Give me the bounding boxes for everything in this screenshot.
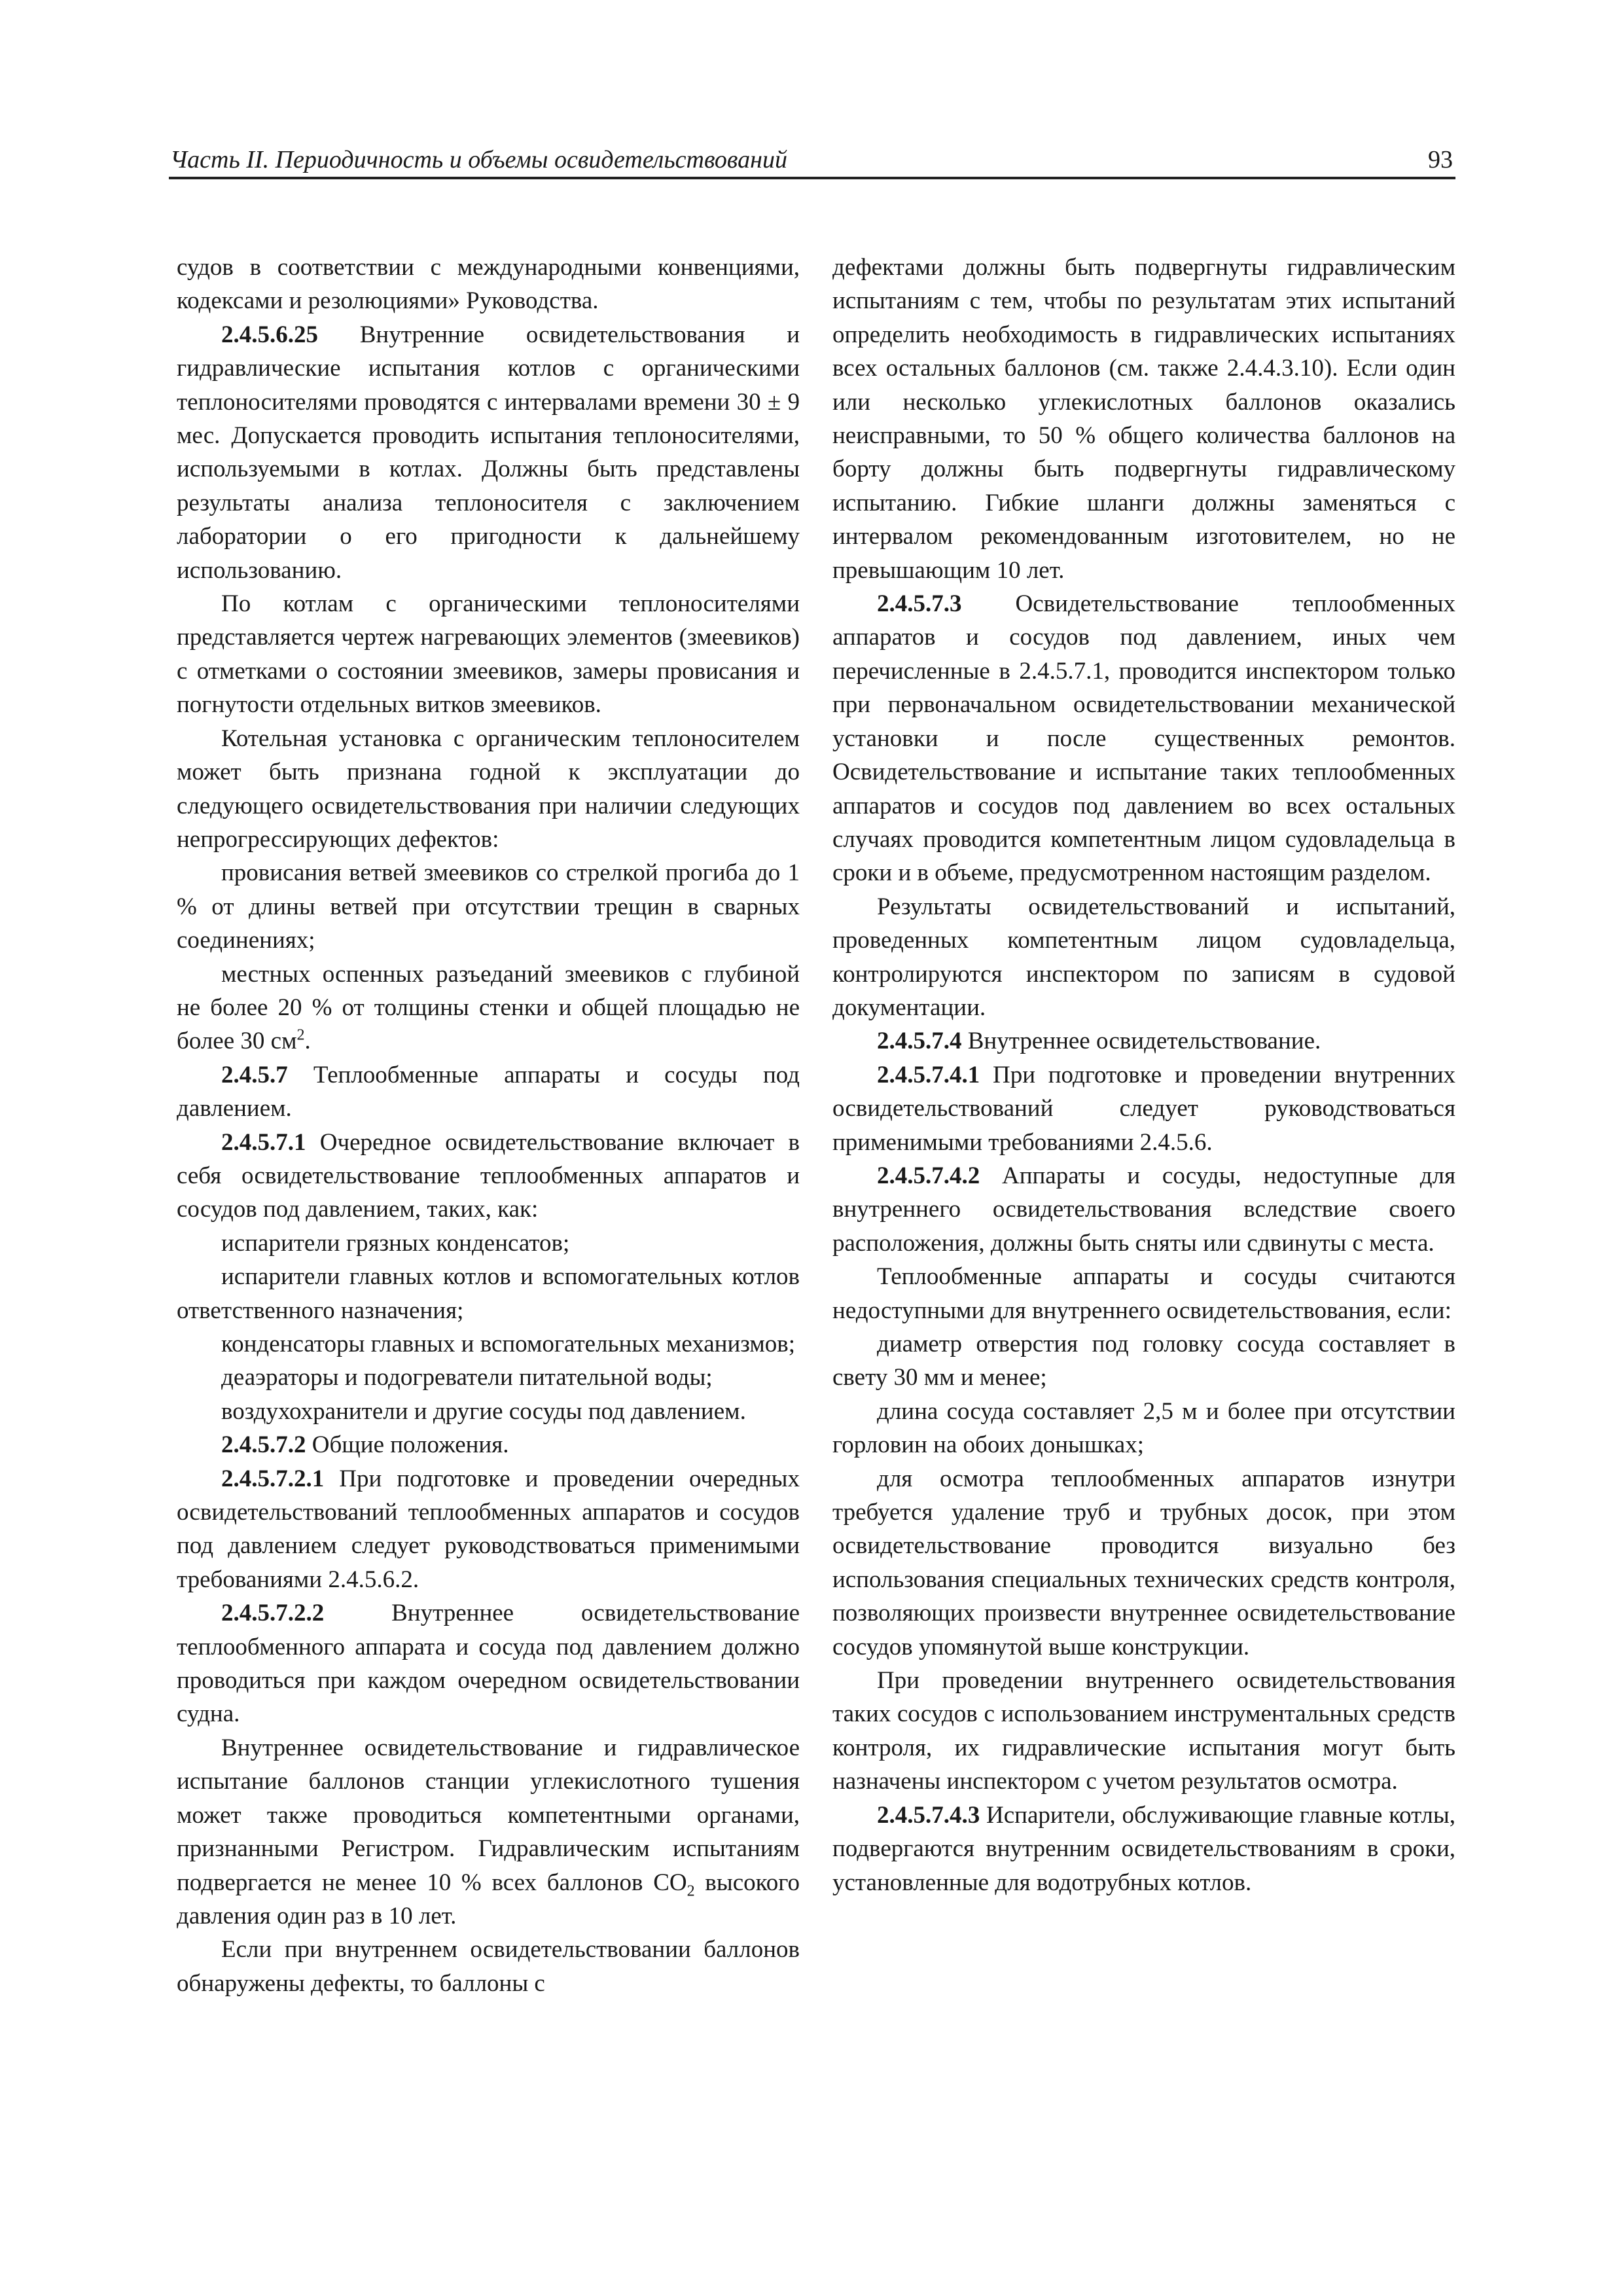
paragraph [177,1428,800,1462]
paragraph [177,1058,800,1126]
section-number: 2.4.5.7.1 [221,1128,306,1156]
paragraph [177,251,800,318]
paragraph-text: Освидетельствование теплообменных аппаратов и сосудов под давлением, иных чем перечисленные в 2.4.5.7.1, проводится инспектором только при первоначальном освидетельствовании механической установки и после существенных ремонтов. Освидетельствование и испытание таких теплообменных аппаратов и сосудов под давлением во всех остальных случаях проводится компетентным лицом судовладельца в сроки и в объеме, предусмотренном настоящим разделом. [832,590,1456,887]
paragraph-text: Внутреннее освидетельствование теплообменного аппарата и сосуда под давлением должно проводиться при каждом очередном освидетельствовании судна. [177,1600,800,1728]
paragraph-text: Внутреннее освидетельствование. [967,1028,1321,1055]
paragraph [177,1395,800,1428]
paragraph [832,1058,1455,1159]
paragraph-text: Внутренние освидетельствования и гидравлические испытания котлов с органическими теплоносителями проводятся с интервалами времени 30 ± 9 мес. Допускается проводить испытания теплоносителями, используемыми в котлах. Должны быть представлены результаты анализа теплоносителя с заключением лаборатории о его пригодности к дальнейшему использованию. [177,321,800,584]
paragraph-text: длина сосуда составляет 2,5 м и более при отсутствии горловин на обоих донышках; [832,1397,1455,1459]
paragraph [177,587,800,722]
paragraph-text: Результаты освидетельствований и испытаний, проведенных компетентным лицом судовладельца, контролируются инспектором по записям в судовой документации. [832,893,1455,1021]
paragraph-text: испарители грязных конденсатов; [221,1229,570,1257]
paragraph-text: Если при внутреннем освидетельствовании баллонов обнаружены дефекты, то баллоны с [177,1936,800,1997]
section-number: 2.4.5.7.2 [221,1431,306,1459]
paragraph [832,1462,1455,1664]
paragraph [177,958,800,1058]
paragraph-text: испарители главных котлов и вспомогательных котлов ответственного назначения; [177,1263,800,1324]
paragraph [177,856,800,957]
page-header [169,145,1455,179]
paragraph-text: местных оспенных разъеданий змеевиков с глубиной не более 20 % от толщины стенки и общей площадью не более 30 см [177,960,800,1055]
running-title: Часть II. Периодичность и объемы освидетельствований [170,146,788,173]
paragraph [832,1159,1455,1260]
paragraph-text-tail: . [304,1028,311,1055]
page-number: 93 [1428,146,1453,173]
paragraph-text: Очередное освидетельствование включает в себя освидетельствование теплообменных аппаратов и сосудов под давлением, таких, как: [177,1128,800,1223]
paragraph-text: провисания ветвей змеевиков со стрелкой прогиба до 1 % от длины ветвей при отсутствии трещин в сварных соединениях; [177,859,800,954]
paragraph-text: диаметр отверстия под головку сосуда составляет в свету 30 мм и менее; [832,1331,1455,1391]
paragraph [177,1361,800,1394]
paragraph-text: Теплообменные аппараты и сосуды считаются недоступными для внутреннего освидетельствования, если: [832,1263,1455,1324]
paragraph [177,318,800,587]
paragraph [177,1731,800,1933]
paragraph [832,1664,1455,1799]
section-number: 2.4.5.6.25 [221,321,318,348]
section-number: 2.4.5.7.2.2 [221,1600,325,1627]
paragraph [177,1227,800,1260]
paragraph-text: деаэраторы и подогреватели питательной воды; [221,1364,713,1391]
section-number: 2.4.5.7.2.1 [221,1465,325,1492]
paragraph-text: Общие положения. [312,1431,509,1459]
paragraph-text-tail: высокого давления один раз в 10 лет. [177,1869,800,1929]
paragraph-text: Котельная установка с органическим теплоносителем может быть признана годной к эксплуатации до следующего освидетельствования при наличии следующих непрогрессирующих дефектов: [177,725,800,853]
section-number: 2.4.5.7.4.1 [877,1061,980,1088]
paragraph [177,1327,800,1361]
paragraph [832,1260,1455,1327]
paragraph [177,1462,800,1597]
paragraph-text: для осмотра теплообменных аппаратов изнутри требуется удаление труб и трубных досок, при этом освидетельствование проводится визуально без использования специальных технических средств контроля, позволяющих произвести внутреннее освидетельствование сосудов упомянутой выше конструкции. [832,1465,1455,1660]
section-number: 2.4.5.7.4.2 [877,1162,980,1189]
paragraph [177,1596,800,1731]
paragraph-text: По котлам с органическими теплоносителями представляется чертеж нагревающих элементов (змеевиков) с отметками о состоянии змеевиков, замеры провисания и погнутости отдельных витков змеевиков. [177,590,800,719]
paragraph [832,890,1455,1025]
left-column [177,251,800,2000]
section-number: 2.4.5.7.4 [877,1028,962,1055]
paragraph [832,1024,1455,1058]
superscript: 2 [296,1027,305,1045]
section-number: 2.4.5.7.3 [877,590,962,618]
paragraph-text: Внутреннее освидетельствование и гидравлическое испытание баллонов станции углекислотного тушения может также проводиться компетентными органами, признанными Регистром. Гидравлическим испытаниям подвергается не менее 10 % всех баллонов CO [177,1734,800,1896]
paragraph-text: При проведении внутреннего освидетельствования таких сосудов с использованием инструментальных средств контроля, их гидравлические испытания могут быть назначены инспектором с учетом результатов осмотра. [832,1667,1455,1795]
paragraph [177,1260,800,1327]
paragraph [832,1395,1455,1462]
right-column [832,251,1455,1899]
paragraph [832,1799,1455,1899]
paragraph-text: конденсаторы главных и вспомогательных механизмов; [221,1331,795,1357]
paragraph-text: При подготовке и проведении внутренних освидетельствований следует руководствоваться применимыми требованиями 2.4.5.6. [832,1061,1456,1156]
paragraph-text: Испарители, обслуживающие главные котлы, подвергаются внутренним освидетельствованиям в сроки, установленные для водотрубных котлов. [832,1801,1456,1896]
paragraph-text: При подготовке и проведении очередных освидетельствований теплообменных аппаратов и сосудов под давлением следует руководствоваться применимыми требованиями 2.4.5.6.2. [177,1465,800,1593]
paragraph [177,1933,800,2000]
section-number: 2.4.5.7.4.3 [877,1801,980,1829]
paragraph-text: Аппараты и сосуды, недоступные для внутреннего освидетельствования вследствие своего расположения, должны быть сняты или сдвинуты с места. [832,1162,1456,1257]
paragraph [832,251,1455,587]
paragraph [832,1327,1455,1395]
section-number: 2.4.5.7 [221,1061,288,1088]
paragraph-text: Теплообменные аппараты и сосуды под давлением. [177,1061,800,1122]
paragraph-text: дефектами должны быть подвергнуты гидравлическим испытаниям с тем, чтобы по результатам этих испытаний определить необходимость в гидравлических испытаниях всех остальных баллонов (см. также 2.4.4.3.10). Если один или несколько углекислотных баллонов оказались неисправными, то 50 % общего количества баллонов на борту должны быть подвергнуты гидравлическому испытанию. Гибкие шланги должны заменяться с интервалом рекомендованным изготовителем, но не превышающим 10 лет. [832,254,1455,584]
paragraph [832,587,1455,890]
paragraph [177,722,800,857]
subscript: 2 [687,1882,695,1899]
paragraph-text: судов в соответствии с международными конвенциями, кодексами и резолюциями» Руководства. [177,254,800,315]
paragraph [177,1126,800,1227]
paragraph-text: воздухохранители и другие сосуды под давлением. [221,1397,746,1425]
